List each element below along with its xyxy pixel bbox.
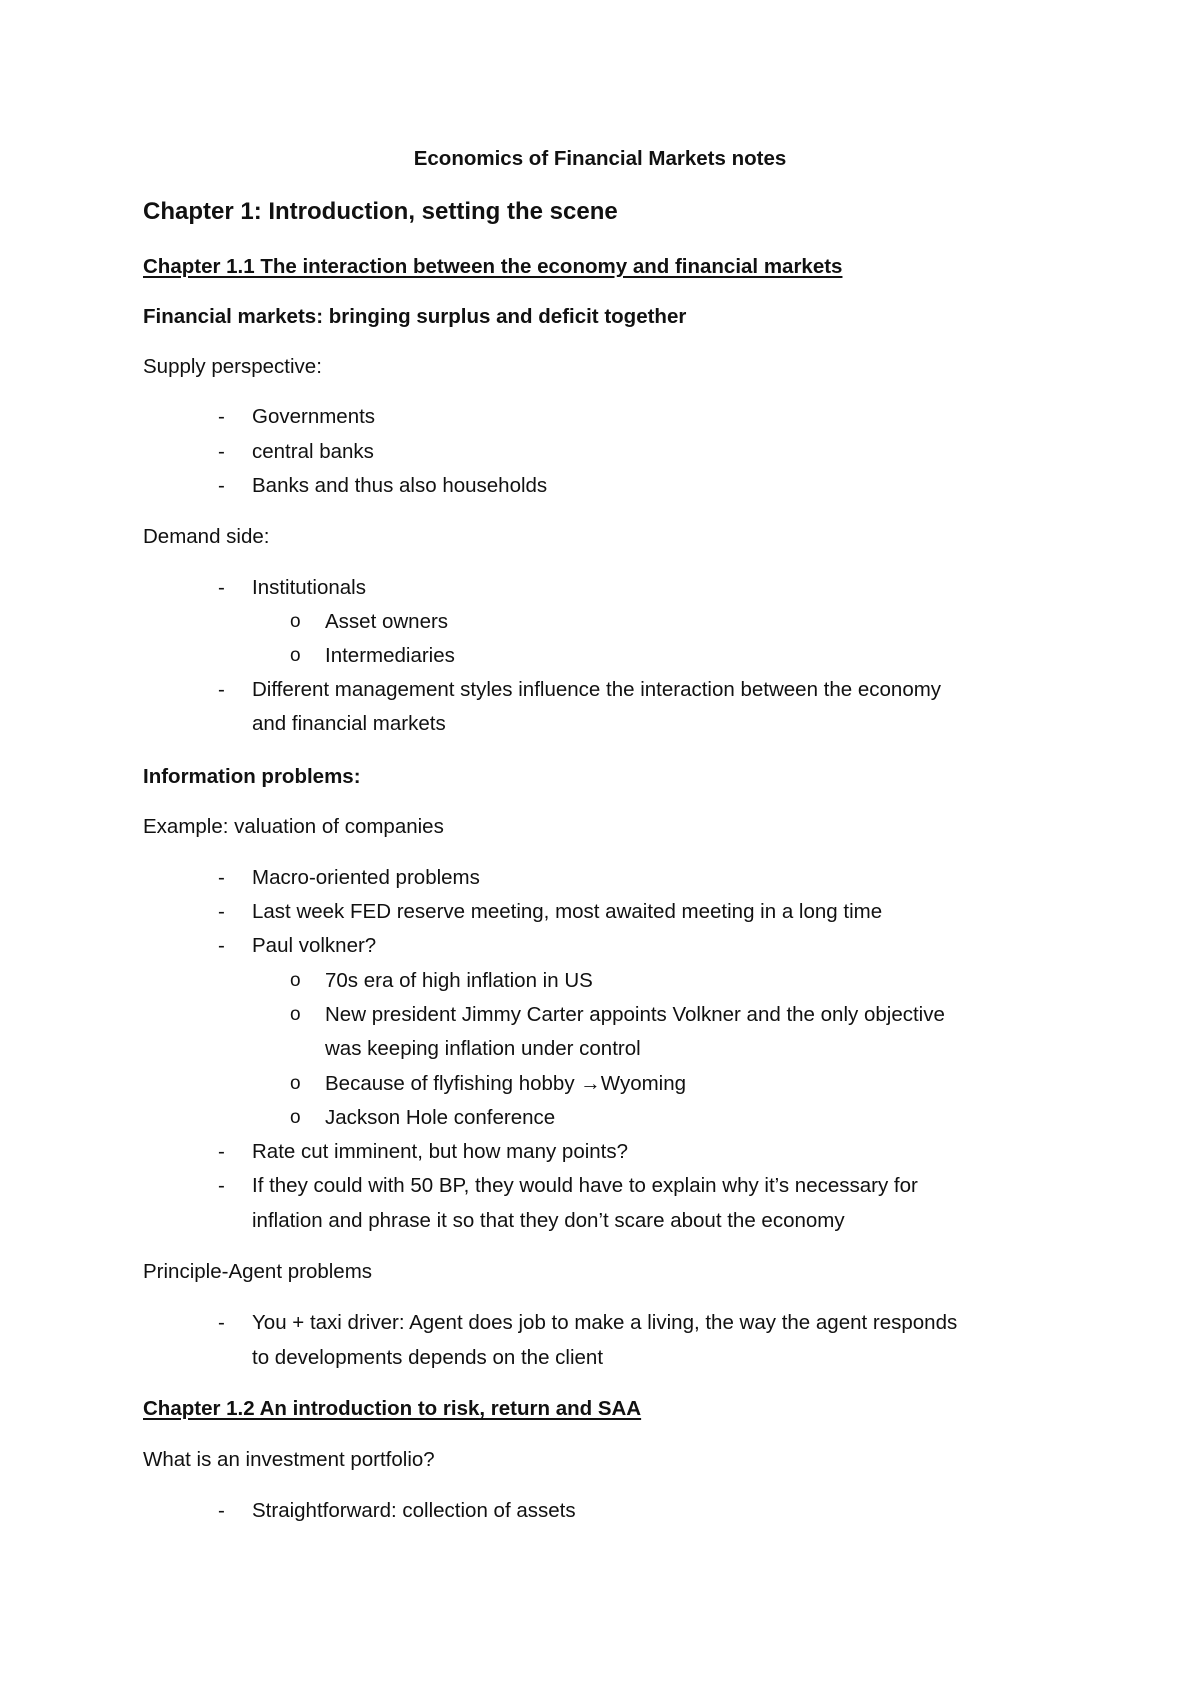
list-item: Asset owners [325, 610, 449, 633]
list-item-continuation: and financial markets [252, 712, 446, 735]
list-item: Institutionals [252, 576, 366, 599]
bullet-dash: - [218, 1499, 225, 1522]
list-item: New president Jimmy Carter appoints Volkner and the only objective [325, 1003, 945, 1026]
list-item-continuation: inflation and phrase it so that they don’t scare about the economy [252, 1209, 845, 1232]
list-item: central banks [252, 440, 374, 463]
example-label: Example: valuation of companies [143, 815, 444, 838]
bullet-circle: o [290, 645, 301, 666]
chapter-1-heading: Chapter 1: Introduction, setting the scene [143, 198, 618, 225]
bullet-dash: - [218, 1311, 225, 1334]
list-item: Paul volkner? [252, 934, 377, 957]
list-item: Rate cut imminent, but how many points? [252, 1140, 629, 1163]
bullet-circle: o [290, 1107, 301, 1128]
financial-markets-heading: Financial markets: bringing surplus and deficit together [143, 305, 687, 328]
wyoming-text: Wyoming [600, 1072, 687, 1095]
list-item: Jackson Hole conference [325, 1106, 556, 1129]
list-item [325, 1071, 686, 1097]
list-item-continuation: was keeping inflation under control [325, 1037, 641, 1060]
supply-perspective-label: Supply perspective: [143, 355, 322, 378]
bullet-dash: - [218, 405, 225, 428]
list-item: If they could with 50 BP, they would have to explain why it’s necessary for [252, 1174, 918, 1197]
bullet-dash: - [218, 1174, 225, 1197]
bullet-circle: o [290, 611, 301, 632]
bullet-circle: o [290, 970, 301, 991]
list-item: Intermediaries [325, 644, 455, 667]
bullet-dash: - [218, 1140, 225, 1163]
bullet-dash: - [218, 440, 225, 463]
portfolio-question: What is an investment portfolio? [143, 1448, 435, 1471]
list-item: Last week FED reserve meeting, most awaited meeting in a long time [252, 900, 883, 923]
flyfishing-text: Because of flyfishing hobby [325, 1072, 575, 1095]
information-problems-heading: Information problems: [143, 765, 361, 788]
demand-side-label: Demand side: [143, 525, 270, 548]
list-item: Governments [252, 405, 376, 428]
list-item: You + taxi driver: Agent does job to make a living, the way the agent responds [252, 1311, 958, 1334]
principle-agent-label: Principle-Agent problems [143, 1260, 373, 1283]
arrow-right-icon: → [580, 1072, 601, 1095]
document-title: Economics of Financial Markets notes [413, 147, 787, 170]
bullet-dash: - [218, 866, 225, 889]
list-item: 70s era of high inflation in US [325, 969, 593, 992]
list-item: Different management styles influence the interaction between the economy [252, 678, 942, 701]
bullet-dash: - [218, 934, 225, 957]
bullet-dash: - [218, 900, 225, 923]
list-item-continuation: to developments depends on the client [252, 1346, 604, 1369]
bullet-dash: - [218, 678, 225, 701]
list-item: Straightforward: collection of assets [252, 1499, 576, 1522]
bullet-circle: o [290, 1004, 301, 1025]
bullet-circle: o [290, 1073, 301, 1094]
list-item: Banks and thus also households [252, 474, 548, 497]
chapter-1-2-heading: Chapter 1.2 An introduction to risk, return and SAA [143, 1397, 642, 1420]
bullet-dash: - [218, 576, 225, 599]
list-item: Macro-oriented problems [252, 866, 480, 889]
bullet-dash: - [218, 474, 225, 497]
chapter-1-1-heading: Chapter 1.1 The interaction between the economy and financial markets [143, 255, 843, 278]
